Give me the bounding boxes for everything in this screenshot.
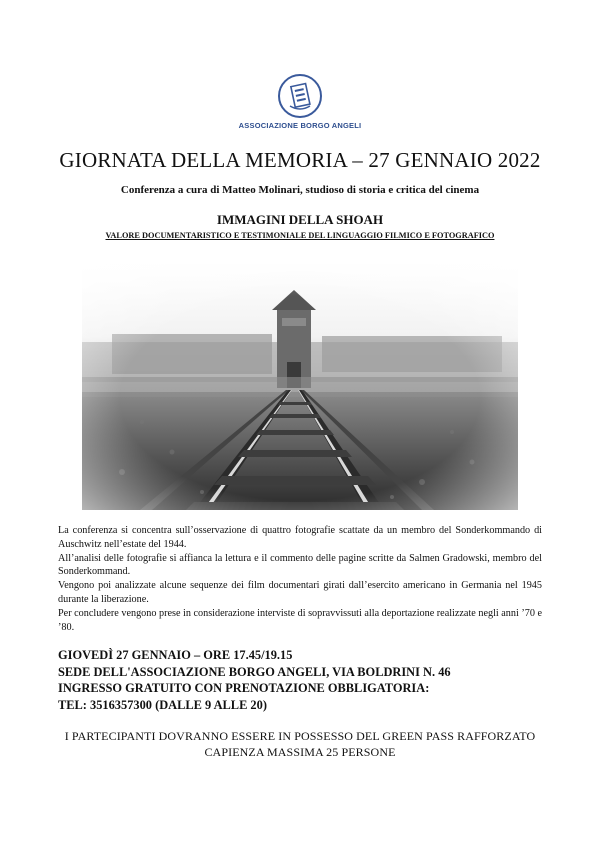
description-paragraph: La conferenza si concentra sull’osservazione di quattro fotografie scattate da un membro del Sonderkommando di Auschwitz nell’estate del 1944. <box>58 525 542 550</box>
event-date-time: GIOVEDÌ 27 GENNAIO – ORE 17.45/19.15 <box>58 648 293 662</box>
event-venue: SEDE DELL'ASSOCIAZIONE BORGO ANGELI, VIA BOLDRINI N. 46 <box>58 664 451 679</box>
attendance-notice <box>0 728 600 760</box>
green-pass-notice: I PARTECIPANTI DOVRANNO ESSERE IN POSSESSO DEL GREEN PASS RAFFORZATO <box>64 729 536 743</box>
logo-emblem <box>278 74 322 118</box>
description-paragraph: All’analisi delle fotografie si affianca la lettura e il commento delle pagine scritte da Salmen Gradowski, membro del Sonderkommand. <box>58 552 542 578</box>
logo-label: ASSOCIAZIONE BORGO ANGELI <box>238 121 362 130</box>
event-details <box>58 647 558 713</box>
railway-photo-image <box>82 262 518 510</box>
conference-description <box>58 524 542 634</box>
section-subheading: VALORE DOCUMENTARISTICO E TESTIMONIALE DEL LINGUAGGIO FILMICO E FOTOGRAFICO <box>105 231 495 240</box>
association-logo <box>0 74 600 130</box>
description-paragraph: Per concludere vengono prese in considerazione interviste di sopravvissuti alla deportazione realizzate negli anni ’70 e ’80. <box>58 607 543 633</box>
conference-subtitle: Conferenza a cura di Matteo Molinari, studioso di storia e critica del cinema <box>120 184 480 196</box>
event-phone: TEL: 3516357300 (DALLE 9 ALLE 20) <box>58 697 267 712</box>
railway-photo <box>82 262 518 510</box>
page-title: GIORNATA DELLA MEMORIA – 27 GENNAIO 2022 <box>59 148 541 172</box>
section-heading: IMMAGINI DELLA SHOAH <box>216 212 384 227</box>
capacity-notice: CAPIENZA MASSIMA 25 PERSONE <box>204 745 396 759</box>
event-booking-info: INGRESSO GRATUITO CON PRENOTAZIONE OBBLIGATORIA: <box>58 681 430 695</box>
description-paragraph: Vengono poi analizzate alcune sequenze dei film documentari girati dall’esercito americano in Germania nel 1945 durante la liberazione. <box>58 580 542 605</box>
